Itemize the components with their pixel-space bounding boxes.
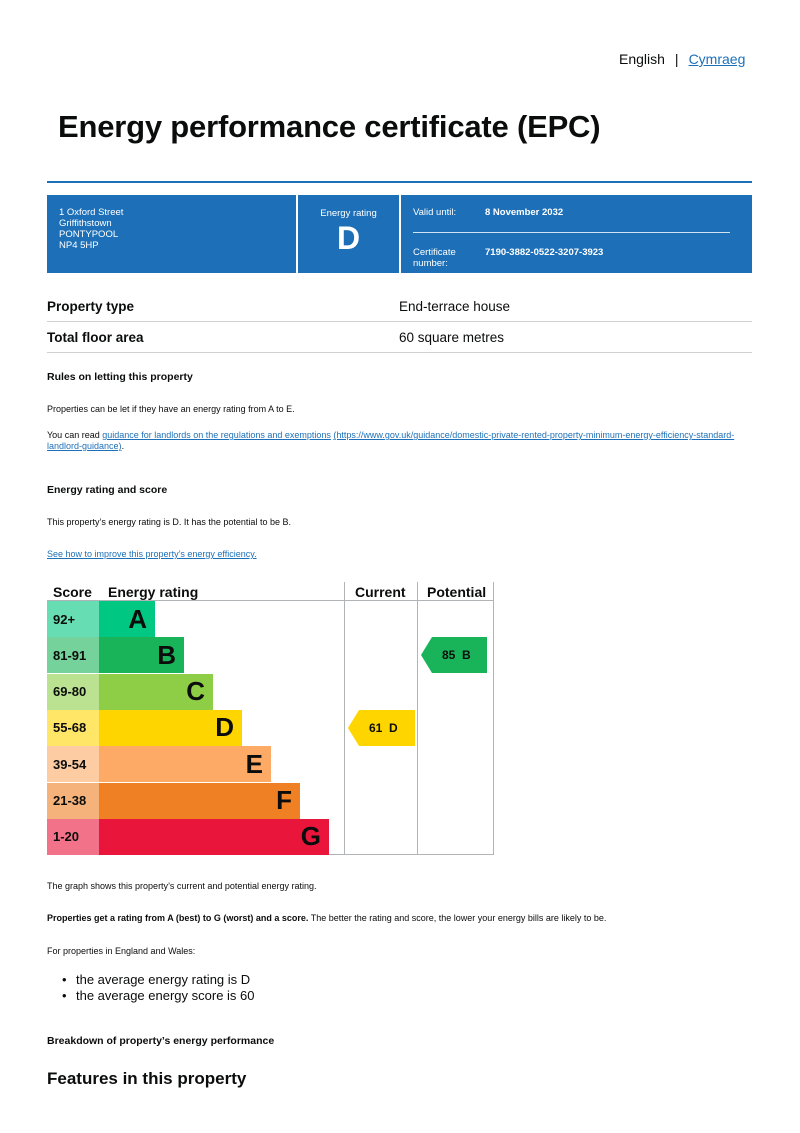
landlord-guidance-paragraph: You can read guidance for landlords on the regulations and exemptions (https://www.gov.uk/guidance/domestic-private-rented-property-minimum-energy-efficiency-standard- landlord-guidance). [47, 430, 735, 451]
property-details-table [47, 291, 752, 353]
rating-explanation: Properties get a rating from A (best) to G (worst) and a score. The better the rating and score, the lower your energy bills are likely to be. [47, 913, 607, 923]
improve-efficiency-link[interactable]: See how to improve this property’s energy efficiency. [47, 549, 257, 559]
energy-rating-text: This property’s energy rating is D. It has the potential to be B. [47, 517, 291, 527]
band-bar-f: F [99, 783, 300, 819]
energy-rating-letter: D [336, 220, 361, 256]
certificate-divider [413, 232, 730, 233]
average-intro: For properties in England and Wales: [47, 946, 196, 956]
current-rating-arrow [348, 710, 415, 746]
property-address: 1 Oxford Street Griffithstown PONTYPOOL NP4 5HP [47, 195, 296, 273]
band-score-d: 55-68 [47, 710, 99, 746]
chart-header-potential: Potential [427, 584, 487, 600]
language-switcher [619, 51, 745, 67]
band-score-g: 1-20 [47, 819, 99, 855]
list-item: • the average energy rating is D [62, 972, 251, 987]
epc-summary-box [47, 195, 752, 273]
band-score-c: 69-80 [47, 674, 99, 710]
energy-rating-cell [298, 195, 399, 273]
certificate-number-label: Certificate number: [413, 247, 456, 269]
chart-header-rating: Energy rating [108, 584, 199, 600]
chart-header-score: Score [53, 584, 92, 600]
certificate-number-value: 7190-3882-0522-3207-3923 [485, 247, 604, 258]
floor-area-row: Total floor area 60 square metres [47, 322, 752, 353]
chart-header-current: Current [355, 584, 406, 600]
band-bar-c: C [99, 674, 213, 710]
certificate-details [401, 195, 752, 273]
graph-description: The graph shows this property’s current and potential energy rating. [47, 881, 317, 891]
title-divider [47, 181, 752, 183]
band-bar-g: G [99, 819, 329, 855]
landlord-guidance-url[interactable]: (https://www.gov.uk/guidance/domestic-private-rented-property-minimum-energy-efficiency-standard- [333, 430, 735, 440]
property-type-row: Property type End-terrace house [47, 291, 752, 322]
list-item: • the average energy score is 60 [62, 988, 255, 1003]
epc-rating-chart [47, 582, 494, 855]
band-score-a: 92+ [47, 601, 99, 637]
energy-rating-label: Energy rating [320, 208, 377, 219]
band-score-b: 81-91 [47, 637, 99, 673]
lang-separator: | [674, 51, 679, 67]
page-title: Energy performance certificate (EPC) [58, 109, 601, 144]
band-bar-a: A [99, 601, 155, 637]
band-score-f: 21-38 [47, 783, 99, 819]
band-score-e: 39-54 [47, 746, 99, 782]
chart-current-divider [344, 582, 345, 855]
lang-english: English [619, 51, 665, 67]
band-bar-e: E [99, 746, 271, 782]
landlord-guidance-link[interactable]: guidance for landlords on the regulations and exemptions [102, 430, 331, 440]
valid-until-value: 8 November 2032 [485, 207, 564, 218]
chart-right-border [493, 582, 494, 855]
band-bar-d: D [99, 710, 242, 746]
lang-cymraeg-link[interactable]: Cymraeg [688, 51, 746, 67]
band-bar-b: B [99, 637, 184, 673]
breakdown-heading: Breakdown of property’s energy performance [47, 1035, 275, 1047]
potential-rating-arrow-label: 85 B [442, 648, 471, 663]
current-rating-arrow-label: 61 D [369, 720, 398, 735]
average-list [62, 972, 255, 1004]
letting-heading: Rules on letting this property [47, 371, 193, 383]
chart-potential-divider [417, 582, 418, 855]
energy-rating-heading: Energy rating and score [47, 484, 168, 496]
letting-text: Properties can be let if they have an energy rating from A to E. [47, 404, 295, 414]
valid-until-label: Valid until: [413, 207, 457, 218]
potential-rating-arrow [421, 637, 487, 673]
features-heading: Features in this property [47, 1069, 247, 1088]
improve-link-wrap [47, 549, 257, 560]
